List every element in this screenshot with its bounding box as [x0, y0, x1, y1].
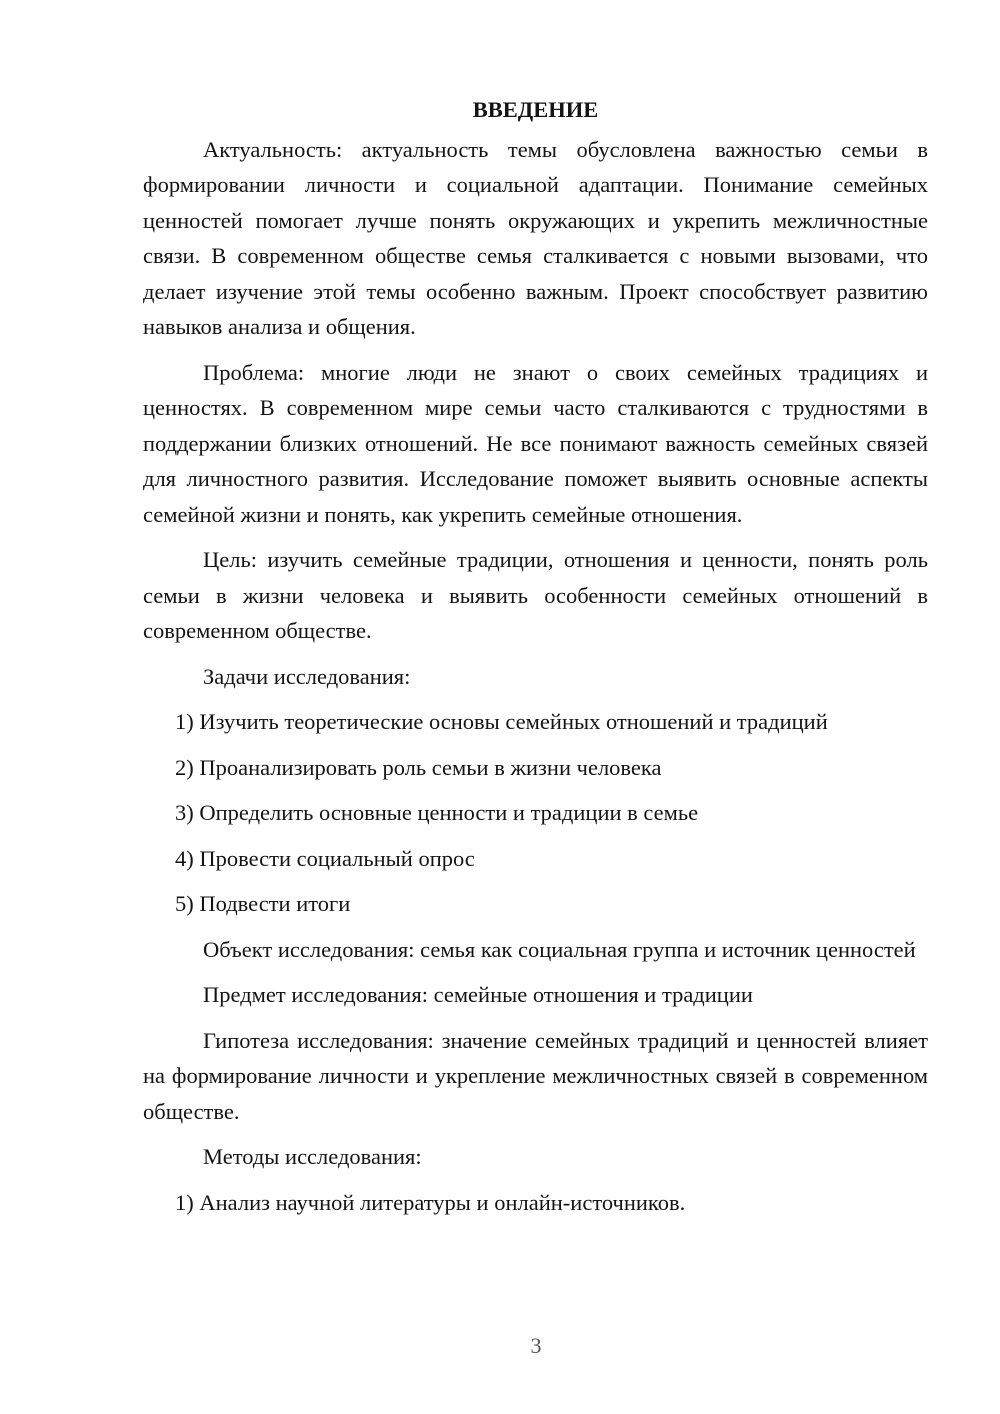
hypothesis-paragraph: Гипотеза исследования: значение семейных традиций и ценностей влияет на формирование личности и укрепление межличностных связей в современном обществе.: [143, 1027, 928, 1124]
page-title: ВВЕДЕНИЕ: [472, 97, 599, 122]
goal-paragraph: Цель: изучить семейные традиции, отношения и ценности, понять роль семьи в жизни человека и выявить особенности семейных отношений в современном обществе.: [143, 547, 928, 643]
task-item: 1) Изучить теоретические основы семейных отношений и традиций: [175, 709, 828, 734]
document-page: [143, 92, 928, 1230]
problem-paragraph: Проблема: многие люди не знают о своих семейных традициях и ценностях. В современном мире семьи часто сталкиваются с трудностями в поддержании близких отношений. Не все понимают важность семейных связей для личностного развития. Исследование поможет выявить основные аспекты семейной жизни и понять, как укрепить семейные отношения.: [143, 359, 928, 527]
tasks-list: [143, 704, 928, 922]
tasks-label: Задачи исследования:: [203, 663, 411, 689]
task-item: 5) Подвести итоги: [175, 891, 351, 916]
object-paragraph: Объект исследования: семья как социальная группа и источник ценностей: [203, 936, 916, 962]
methods-list: [143, 1185, 928, 1221]
methods-label: Методы исследования:: [203, 1144, 422, 1169]
page-number: 3: [530, 1333, 542, 1358]
task-item: 2) Проанализировать роль семьи в жизни человека: [175, 754, 662, 780]
relevance-paragraph: Актуальность: актуальность темы обусловлена важностью семьи в формировании личности и социальной адаптации. Понимание семейных ценностей помогает лучше понять окружающих и укрепить межличностные связи. В современном обществе семья сталкивается с новыми вызовами, что делает изучение этой темы особенно важным. Проект способствует развитию навыков анализа и общения.: [143, 136, 928, 339]
subject-paragraph: Предмет исследования: семейные отношения и традиции: [203, 982, 753, 1007]
method-item: 1) Анализ научной литературы и онлайн-источников.: [175, 1189, 686, 1215]
task-item: 4) Провести социальный опрос: [175, 845, 475, 871]
task-item: 3) Определить основные ценности и традиции в семье: [175, 800, 699, 825]
